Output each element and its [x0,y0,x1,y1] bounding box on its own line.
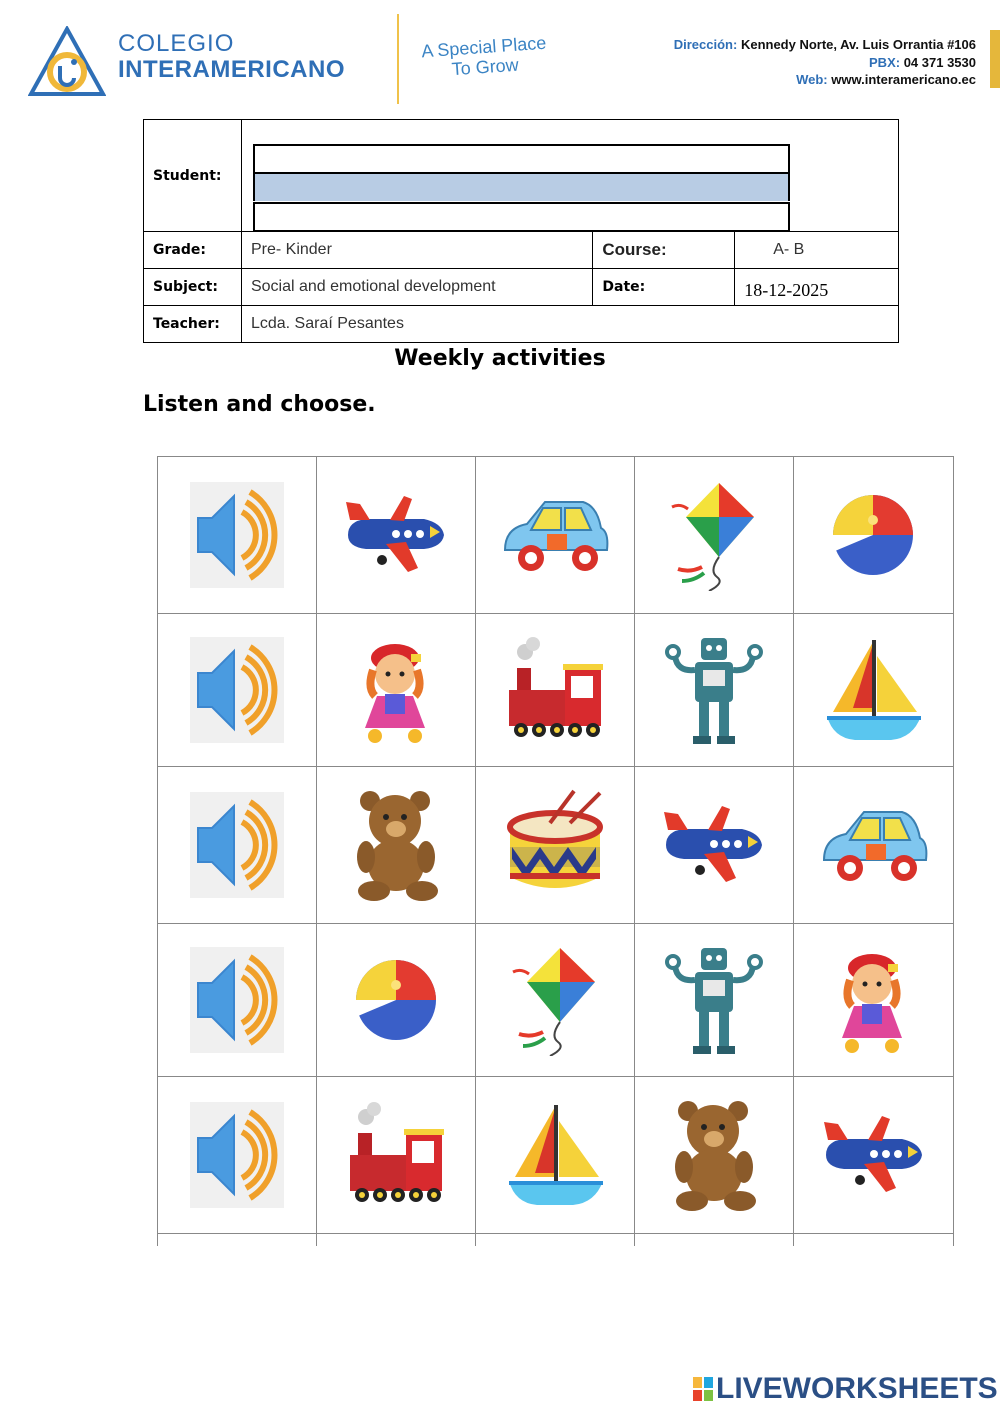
teacher-value: Lcda. Saraí Pesantes [241,306,898,343]
worksheet-title: Weekly activities [394,346,606,371]
audio-play-button[interactable] [157,456,316,613]
drum-icon [500,789,610,901]
car-icon [816,800,931,890]
audio-play-button[interactable] [157,766,316,923]
subject-label: Subject: [144,269,242,306]
school-name-line1: COLEGIO [118,30,235,57]
phone-value: 04 371 3530 [903,54,976,70]
course-label: Course: [593,232,735,269]
school-slogan [421,34,549,82]
ball-icon [351,955,441,1045]
liveworksheets-logo [692,1372,998,1406]
sailboat-icon [503,1099,607,1211]
toy-choice-option[interactable] [316,766,475,923]
toy-choice-option[interactable] [475,456,634,613]
toy-choice-option[interactable] [634,923,793,1076]
airplane-icon [656,800,771,890]
toy-choice-option[interactable] [634,613,793,766]
liveworksheets-icon [692,1376,714,1402]
speaker-icon [190,792,284,898]
airplane-icon [816,1110,931,1200]
teacher-label: Teacher: [144,306,242,343]
phone-label: PBX: [869,54,901,70]
toy-choice-option[interactable] [793,613,953,766]
student-name-line-3[interactable] [253,202,790,232]
web-value: www.interamericano.ec [831,72,976,88]
toy-choice-option[interactable] [475,766,634,923]
teddy-bear-icon [346,787,446,903]
toy-choice-option[interactable] [316,923,475,1076]
grid-vertical-line [953,456,954,1246]
train-icon [503,634,607,746]
toy-choice-option[interactable] [475,1076,634,1233]
teddy-bear-icon [664,1097,764,1213]
address-value: Kennedy Norte, Av. Luis Orrantia #106 [740,37,976,52]
student-label: Student: [144,120,242,232]
toy-choice-option[interactable] [634,456,793,613]
slogan-line1: A Special Place [420,32,547,62]
toy-choice-option[interactable] [475,613,634,766]
toy-choice-option[interactable] [634,1076,793,1233]
car-icon [497,490,612,580]
student-name-cell [241,120,898,232]
subject-value: Social and emotional development [241,269,592,306]
school-logo-icon [28,26,106,98]
toy-choice-option[interactable] [475,923,634,1076]
toy-choice-option[interactable] [793,456,953,613]
toy-choice-option[interactable] [634,766,793,923]
speaker-icon [190,637,284,743]
speaker-icon [190,947,284,1053]
header-divider [397,14,399,104]
doll-icon [828,944,918,1056]
toy-choice-option[interactable] [316,456,475,613]
ball-icon [828,490,918,580]
contact-info [674,36,976,89]
robot-icon [659,940,769,1060]
slogan-line2: To Grow [451,54,520,80]
sailboat-icon [821,634,925,746]
toy-choice-option[interactable] [316,1076,475,1233]
address-label: Dirección: [673,37,738,52]
audio-play-button[interactable] [157,1076,316,1233]
student-info-table [143,119,899,343]
date-label: Date: [593,269,735,306]
toy-choice-option[interactable] [316,613,475,766]
doll-icon [351,634,441,746]
toy-choice-option[interactable] [793,1076,953,1233]
course-value: A- B [735,232,899,269]
speaker-icon [190,1102,284,1208]
speaker-icon [190,482,284,588]
school-name [118,32,345,82]
train-icon [344,1099,448,1211]
date-value: 18-12-2025 [735,269,899,306]
school-name-line2: INTERAMERICANO [118,56,345,83]
toy-choice-option[interactable] [793,923,953,1076]
audio-play-button[interactable] [157,613,316,766]
kite-icon [664,479,764,591]
airplane-icon [338,490,453,580]
toy-choice-option[interactable] [793,766,953,923]
audio-play-button[interactable] [157,923,316,1076]
corner-decoration [990,30,1000,88]
grade-label: Grade: [144,232,242,269]
grid-horizontal-line [157,1233,953,1234]
toy-choice-grid [157,456,953,1246]
kite-icon [505,944,605,1056]
grade-value: Pre- Kinder [241,232,592,269]
student-name-input[interactable] [253,172,790,201]
robot-icon [659,630,769,750]
liveworksheets-brand: LIVEWORKSHEETS [716,1372,998,1405]
student-name-line-1[interactable] [253,144,790,172]
worksheet-instruction: Listen and choose. [143,392,376,417]
web-label: Web: [796,72,828,88]
